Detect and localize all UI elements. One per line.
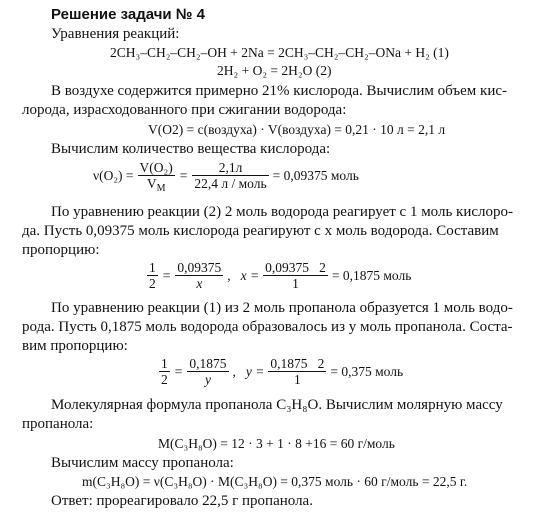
amount-label: Вычислим количество вещества кислорода: <box>51 141 331 157</box>
mass-label: Вычислим массу пропанола: <box>51 455 234 471</box>
fraction <box>268 356 326 387</box>
fraction <box>175 260 223 291</box>
x-equals: x = <box>240 267 260 283</box>
separator: , <box>232 363 236 379</box>
fraction-denominator: x <box>196 276 203 291</box>
volume-calculation: V(O2) = c(воздуха) · V(воздуха) = 0,21 · 10 л = 2,1 л <box>148 122 446 137</box>
fraction-denominator: $V_M$ <box>146 176 166 194</box>
equals-sign: = <box>174 363 183 379</box>
equals-sign: = <box>162 267 171 283</box>
equals-sign: = <box>179 167 188 183</box>
fraction <box>187 356 228 387</box>
fraction-numerator: 1 <box>161 356 168 371</box>
fraction-numerator: 0,1875 <box>189 356 227 371</box>
fraction-numerator: 0,1875 2 <box>270 356 325 371</box>
paragraph-3-line-2: рода. Пусть 0,1875 моль водорода образовалось из у моль пропанола. Соста- <box>22 319 513 335</box>
fraction-numerator: 0,09375 <box>177 260 222 275</box>
fraction-denominator: y <box>204 372 211 387</box>
paragraph-2-line-2: да. Пусть 0,09375 моль кислорода реагируют с х моль водорода. Составим <box>22 223 499 239</box>
fraction <box>263 260 328 291</box>
y-equals: y = <box>245 363 265 379</box>
separator: , <box>227 267 231 283</box>
paragraph-4-line-1: Молекулярная формула пропанола C₃H₈O. Вычислим молярную массу <box>51 397 503 413</box>
proportion-2 <box>159 356 403 387</box>
answer: Ответ: прореагировало 22,5 г пропанола. <box>51 493 313 509</box>
fraction-numerator: 2,1л <box>192 160 268 176</box>
page-title: Решение задачи № 4 <box>51 6 206 23</box>
volume-ratio-fraction <box>138 160 175 194</box>
fraction-denominator: 1 <box>292 276 299 291</box>
oxygen-amount-formula <box>93 160 359 194</box>
fraction-numerator: V(O₂) <box>139 160 173 175</box>
fraction-denominator: 2 <box>161 372 168 387</box>
fraction <box>147 260 158 291</box>
fraction <box>159 356 170 387</box>
proportion-1 <box>147 260 411 291</box>
paragraph-3-line-1: По уравнению реакции (1) из 2 моль пропанола образуется 1 моль водо- <box>51 300 513 316</box>
paragraph-2-line-1: По уравнению реакции (2) 2 моль водорода реагирует с 1 моль кислоро- <box>51 204 514 220</box>
paragraph-2-line-3: пропорцию: <box>22 242 100 258</box>
numeric-fraction <box>192 160 268 191</box>
reaction-equation-1: 2CH₃–CH₂–CH₂–OH + 2Na = 2CH₃–CH₂–CH₂–ONa + H₂ (1) <box>110 45 449 60</box>
paragraph-1-line-1: В воздухе содержится примерно 21% кислорода. Вычислим объем кис- <box>51 83 507 99</box>
fraction-denominator: 1 <box>293 372 301 387</box>
equations-label: Уравнения реакций: <box>51 26 180 42</box>
proportion-1-result: = 0,1875 моль <box>331 267 412 283</box>
molar-mass-calculation: M(C₃H₈O) = 12 · 3 + 1 · 8 +16 = 60 г/моль <box>158 436 395 451</box>
reaction-equation-2: 2H₂ + O₂ = 2H₂O (2) <box>217 63 332 78</box>
fraction-denominator: 22,4 л / моль <box>194 176 267 191</box>
paragraph-4-line-2: пропанола: <box>22 416 94 432</box>
fraction-numerator: 1 <box>149 260 156 275</box>
proportion-2-result: = 0,375 моль <box>330 363 404 379</box>
paragraph-1-line-2: лорода, израсходованного при сжигании водорода: <box>22 102 347 118</box>
amount-result: = 0,09375 моль <box>272 167 359 183</box>
paragraph-3-line-3: вим пропорцию: <box>22 338 128 354</box>
amount-lhs: ν(O₂) = <box>93 167 134 183</box>
mass-calculation: m(C₃H₈O) = ν(C₃H₈O) · M(C₃H₈O) = 0,375 моль · 60 г/моль = 22,5 г. <box>82 474 468 489</box>
fraction-denominator: 2 <box>149 276 156 291</box>
fraction-numerator: 0,09375 2 <box>265 260 326 275</box>
